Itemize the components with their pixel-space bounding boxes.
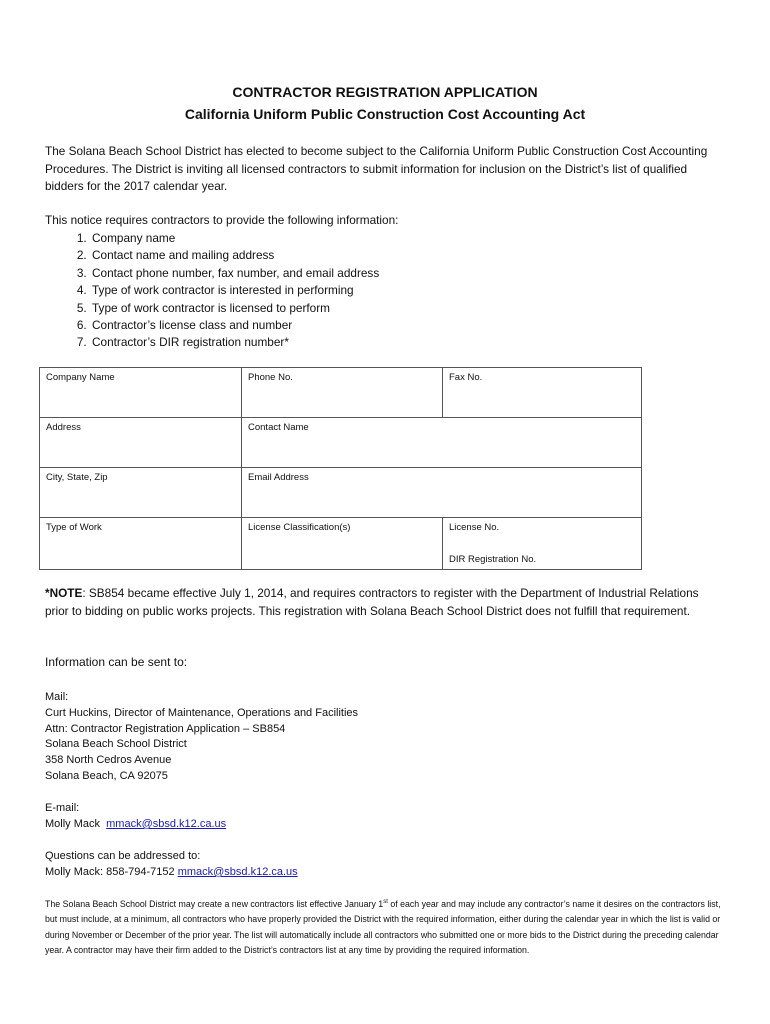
email-address-field[interactable] bbox=[242, 468, 642, 518]
license-classification-label: License Classification(s) bbox=[248, 522, 351, 533]
dir-registration-label: DIR Registration No. bbox=[449, 554, 537, 565]
list-item: 4. Type of work contractor is interested in performing bbox=[90, 282, 379, 299]
fine-print-paragraph bbox=[45, 895, 725, 959]
mail-label: Mail: bbox=[45, 691, 69, 703]
table-row bbox=[40, 468, 642, 518]
note-label: *NOTE bbox=[45, 586, 83, 600]
license-classification-field[interactable] bbox=[242, 518, 443, 570]
registration-form-table bbox=[39, 367, 642, 570]
requirements-list bbox=[45, 230, 379, 352]
email-link[interactable]: mmack@sbsd.k12.ca.us bbox=[106, 818, 227, 830]
table-row bbox=[40, 518, 642, 570]
city-state-zip-label: City, State, Zip bbox=[46, 472, 108, 483]
company-name-label: Company Name bbox=[46, 372, 115, 383]
phone-field[interactable] bbox=[242, 368, 443, 418]
email-label: E-mail: bbox=[45, 802, 80, 814]
list-item: 6. Contractor’s license class and number bbox=[90, 317, 379, 334]
address-field[interactable] bbox=[40, 418, 242, 468]
phone-label: Phone No. bbox=[248, 372, 293, 383]
type-of-work-label: Type of Work bbox=[46, 522, 102, 533]
fine-print-text: The Solana Beach School District may create a new contractors list effective January 1 bbox=[45, 898, 384, 909]
mail-line: 358 North Cedros Avenue bbox=[45, 754, 172, 767]
note-paragraph bbox=[45, 585, 715, 620]
type-of-work-field[interactable] bbox=[40, 518, 242, 570]
contact-name-field[interactable] bbox=[242, 418, 642, 468]
mail-line: Attn: Contractor Registration Application – SB854 bbox=[45, 722, 286, 735]
city-state-zip-field[interactable] bbox=[40, 468, 242, 518]
table-row bbox=[40, 368, 642, 418]
mail-address-block bbox=[45, 690, 358, 785]
list-item: 3. Contact phone number, fax number, and email address bbox=[90, 265, 379, 282]
list-item: 7. Contractor’s DIR registration number* bbox=[90, 334, 379, 351]
address-label: Address bbox=[46, 422, 81, 433]
sent-to-heading: Information can be sent to: bbox=[45, 655, 188, 669]
questions-label: Questions can be addressed to: bbox=[45, 850, 201, 862]
intro-paragraph: The Solana Beach School District has elected to become subject to the California Uniform Public Construction Cost Accounting Procedures. The District is inviting all licensed contractors to submit information for inclusion on the District’s list of qualified bidders for the 2017 calendar year. bbox=[45, 144, 708, 193]
questions-email-link[interactable]: mmack@sbsd.k12.ca.us bbox=[177, 866, 298, 878]
list-item: 1. Company name bbox=[90, 230, 379, 247]
questions-contact: Molly Mack: 858-794-7152 bbox=[45, 866, 175, 878]
license-number-field[interactable] bbox=[443, 518, 642, 570]
notice-text: This notice requires contractors to provide the following information: bbox=[45, 213, 399, 227]
fax-field[interactable] bbox=[443, 368, 642, 418]
contact-name-label: Contact Name bbox=[248, 422, 309, 433]
mail-line: Solana Beach, CA 92075 bbox=[45, 769, 168, 782]
questions-block bbox=[45, 848, 298, 880]
list-item: 5. Type of work contractor is licensed to perform bbox=[90, 300, 379, 317]
list-item: 2. Contact name and mailing address bbox=[90, 247, 379, 264]
email-address-label: Email Address bbox=[248, 472, 309, 483]
fax-label: Fax No. bbox=[449, 372, 483, 383]
note-text: : SB854 became effective July 1, 2014, and requires contractors to register with the Department of Industrial Relations prior to bidding on public works projects. This registration with Solana Beach School District does not fulfill that requirement. bbox=[45, 586, 699, 618]
email-contact-name: Molly Mack bbox=[45, 818, 101, 830]
document-subtitle: California Uniform Public Construction Cost Accounting Act bbox=[184, 106, 586, 122]
mail-line: Solana Beach School District bbox=[45, 738, 187, 751]
company-name-field[interactable] bbox=[40, 368, 242, 418]
fine-print-superscript: st bbox=[383, 899, 388, 905]
table-row bbox=[40, 418, 642, 468]
document-title: CONTRACTOR REGISTRATION APPLICATION bbox=[232, 84, 538, 100]
license-number-label: License No. bbox=[449, 522, 500, 533]
mail-line: Curt Huckins, Director of Maintenance, Operations and Facilities bbox=[45, 706, 359, 719]
fine-print-text-continued: of each year and may include any contractor’s name it desires on the contractors list, but must include, at a minimum, all contractors who have properly provided the District with the required information, either during the calendar year in which the list is valid or during November or December of the prior year. The list will automatically include all contractors who submitted one or more bids to the District during the preceding calendar year. A contractor may have their firm added to the District’s contractors list at any time by providing the required information. bbox=[45, 898, 721, 956]
email-block bbox=[45, 800, 226, 832]
